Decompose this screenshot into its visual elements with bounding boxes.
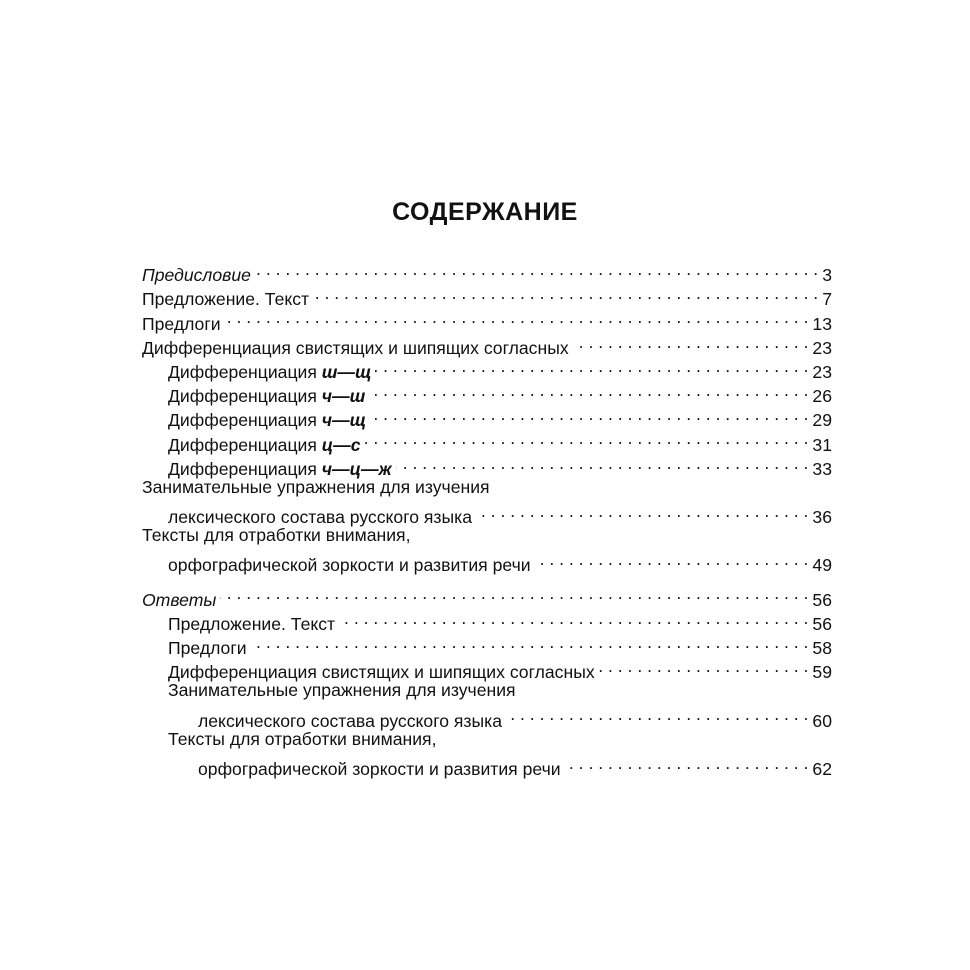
dot-leader — [573, 330, 809, 354]
toc-entry-label: Тексты для отработки внимания, — [142, 525, 411, 546]
toc-entry-answers — [138, 581, 832, 610]
toc-entry-label: Дифференциация ч—ц—ж — [168, 458, 392, 479]
toc-entry-line2 — [138, 547, 832, 576]
toc-page-number: 23 — [812, 337, 832, 358]
page-title: СОДЕРЖАНИЕ — [392, 198, 578, 226]
dot-leader — [396, 451, 809, 475]
toc-entry-label: Дифференциация ц—с — [168, 434, 361, 455]
toc-subentry-line2 — [138, 702, 832, 731]
toc-entry-label: Предлоги — [142, 313, 221, 334]
toc-page-number: 7 — [822, 289, 832, 310]
toc-subentry-line1 — [138, 727, 832, 751]
dot-leader — [506, 702, 808, 726]
dot-leader — [313, 281, 818, 305]
dot-leader — [339, 606, 808, 630]
letter-pair: ч—ш — [321, 386, 366, 407]
toc-entry-line2 — [138, 499, 832, 528]
toc-page-number: 31 — [812, 434, 832, 455]
toc-entry-label: Дифференциация ч—щ — [168, 410, 367, 431]
toc-entry-label: Дифференциация ч—ш — [168, 386, 366, 407]
toc-page-number: 29 — [812, 410, 832, 431]
toc-page-number: 58 — [812, 638, 832, 658]
toc-page-number: 62 — [812, 758, 832, 779]
letter-pair: ч—ц—ж — [321, 458, 392, 479]
toc-entry-preface — [138, 257, 832, 286]
toc-page-number: 49 — [812, 555, 832, 576]
dot-leader — [225, 305, 809, 329]
toc-entry-label: Дифференциация ш—щ — [168, 361, 372, 382]
toc-entry-label: Предисловие — [142, 265, 251, 286]
toc-subentry-line1 — [138, 678, 832, 702]
toc-page-number: 13 — [812, 313, 832, 334]
dot-leader — [220, 581, 808, 605]
toc-subentry — [138, 402, 832, 431]
toc-subentry — [138, 378, 832, 407]
toc-subentry — [138, 654, 832, 683]
toc-page-number: 56 — [812, 613, 832, 634]
toc-entry-label: Предложение. Текст — [142, 289, 310, 310]
toc-entry-label: лексического состава русского языка — [198, 710, 503, 731]
toc-page-number: 33 — [812, 458, 832, 479]
toc-entry-label: Дифференциация свистящих и шипящих согласных — [142, 337, 569, 358]
toc-entry-label: Дифференциация свистящих и шипящих согласных — [168, 662, 595, 683]
toc-entry-label: Занимательные упражнения для изучения — [168, 680, 516, 701]
toc-subentry — [138, 426, 832, 455]
dot-leader — [375, 354, 808, 378]
toc-entry — [138, 330, 832, 358]
toc-subentry-line2 — [138, 751, 832, 779]
toc-entry-label: орфографической зоркости и развития речи — [168, 555, 531, 576]
toc-entry-line1 — [138, 475, 832, 499]
dot-leader — [251, 630, 809, 654]
toc-entry-label: Предлоги — [168, 638, 247, 658]
toc-entry-label: Занимательные упражнения для изучения — [142, 476, 490, 497]
toc-page-number: 56 — [812, 589, 832, 610]
toc-page-number: 36 — [812, 507, 832, 528]
toc-page-number: 59 — [812, 662, 832, 683]
toc-entry-label: орфографической зоркости и развития речи — [198, 758, 561, 779]
toc-subentry — [138, 630, 832, 658]
toc-page-number: 26 — [812, 386, 832, 407]
toc-entry-label: лексического состава русского языка — [168, 507, 473, 528]
dot-leader — [535, 547, 809, 571]
toc-entry-line1 — [138, 523, 832, 547]
toc-entry-label: Ответы — [142, 589, 217, 610]
dot-leader — [370, 402, 808, 426]
dot-leader — [476, 499, 808, 523]
letter-pair: ц—с — [321, 434, 361, 455]
toc-subentry — [138, 451, 832, 479]
dot-leader — [565, 751, 809, 775]
toc-entry-label: Предложение. Текст — [168, 613, 336, 634]
toc-entry — [138, 305, 832, 334]
toc-subentry — [138, 606, 832, 634]
dot-leader — [365, 426, 809, 450]
dot-leader — [369, 378, 808, 402]
toc-page-number: 60 — [812, 710, 832, 731]
table-of-contents — [138, 257, 832, 779]
letter-pair: ч—щ — [321, 410, 367, 431]
toc-entry-label: Тексты для отработки внимания, — [168, 728, 437, 749]
toc-page-number: 23 — [812, 361, 832, 382]
toc-page-number: 3 — [822, 265, 832, 286]
toc-subentry — [138, 354, 832, 382]
dot-leader — [255, 257, 818, 281]
toc-entry — [138, 281, 832, 310]
dot-leader — [599, 654, 809, 678]
letter-pair: ш—щ — [321, 361, 372, 382]
